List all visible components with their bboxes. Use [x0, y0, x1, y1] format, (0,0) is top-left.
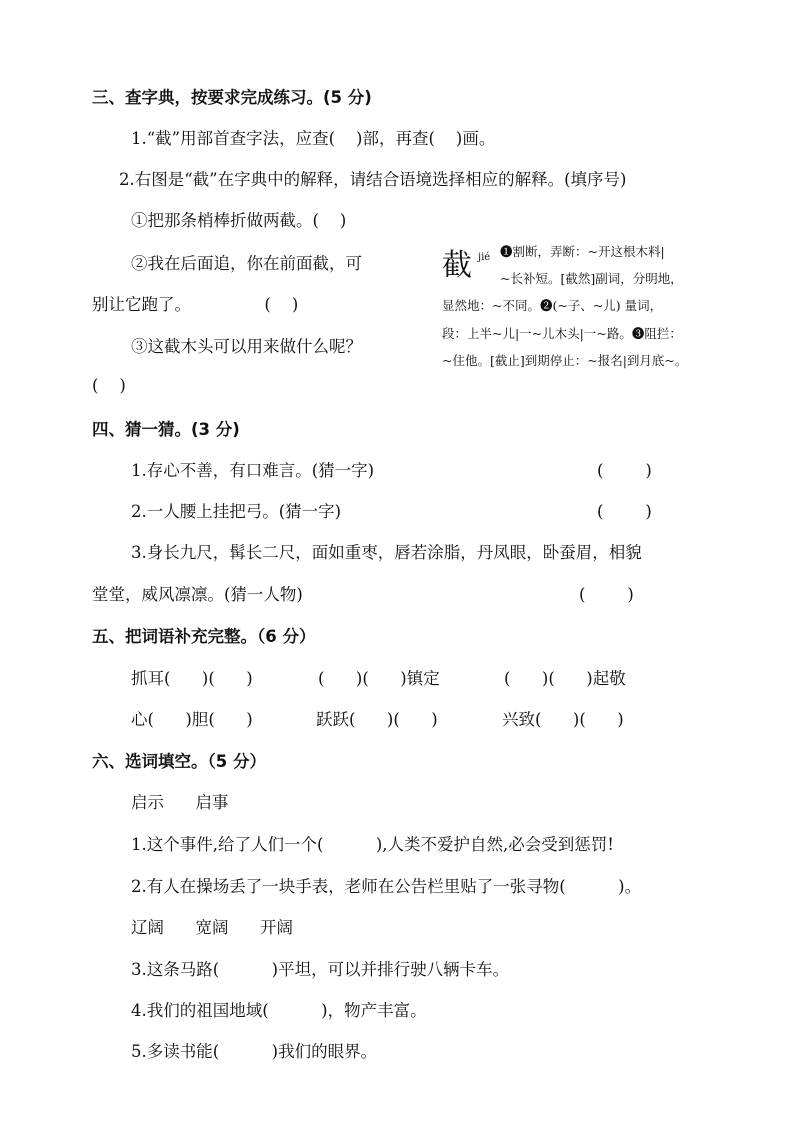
dict-line-3: 显然地：~不同。❷(~子、~儿) 量词， [442, 298, 663, 313]
s6-question-2: 2.有人在操场丢了一块手表，老师在公告栏里贴了一张寻物( )。 [131, 877, 642, 896]
s4-question-3a: 3.身长九尺，髯长二尺，面如重枣，唇若涂脂，丹凤眼，卧蚕眉，相貌 [131, 543, 642, 562]
s6-question-4: 4.我们的祖国地域( )，物产丰富。 [131, 1001, 427, 1020]
section-5-title: 五、把词语补充完整。（6 分） [92, 627, 316, 646]
s6-question-3: 3.这条马路( )平坦，可以并排行驶八辆卡车。 [131, 960, 510, 979]
s4-answer-1: ( ) [597, 461, 652, 480]
s6-word-choices-2: 辽阔 宽阔 开阔 [131, 918, 293, 937]
s3-item-2b: 别让它跑了。 ( ) [92, 295, 299, 314]
s4-question-1: 1.存心不善，有口难言。(猜一字) [131, 461, 375, 480]
dict-line-1: ❶割断，弄断：~开这根木料| [500, 244, 665, 259]
s4-answer-3: ( ) [579, 585, 634, 604]
dict-line-5: ~住他。[截止]到期停止：~报名|到月底~。 [442, 353, 688, 368]
s4-answer-2: ( ) [597, 502, 652, 521]
s3-item-2a: ②我在后面追，你在前面截，可 [131, 254, 362, 273]
s3-item-3a: ③这截木头可以用来做什么呢？ [131, 337, 362, 356]
section-4-title: 四、猜一猜。(3 分) [92, 420, 240, 439]
s5-phrase: ( )( )起敬 [504, 669, 626, 688]
section-3-title: 三、查字典，按要求完成练习。(5 分) [92, 88, 372, 107]
dict-headword: 截 [442, 248, 472, 283]
section-6-title: 六、选词填空。（5 分） [92, 752, 266, 771]
s4-question-2: 2.一人腰上挂把弓。(猜一字) [131, 502, 342, 521]
s3-item-1: ①把那条梢棒折做两截。( ) [131, 211, 347, 230]
s3-item-3b: ( ) [92, 376, 126, 395]
s5-phrase: 兴致( )( ) [502, 710, 624, 729]
s5-phrase: 抓耳( )( ) [131, 669, 253, 688]
dict-line-2: ~长补短。[截然]副词，分明地， [500, 271, 683, 286]
dict-pinyin: jié [478, 252, 491, 263]
s5-phrase: 心( )胆( ) [131, 710, 253, 729]
s4-question-3b: 堂堂，威风凛凛。(猜一人物) [92, 585, 303, 604]
s6-word-choices-1: 启示 启事 [131, 793, 229, 812]
s3-question-2: 2.右图是“截”在字典中的解释，请结合语境选择相应的解释。(填序号) [119, 170, 627, 189]
s6-question-1: 1.这个事件,给了人们一个( ),人类不爱护自然,必会受到惩罚! [131, 835, 614, 854]
s3-question-1: 1.“截”用部首查字法，应查( )部，再查( )画。 [131, 129, 496, 148]
s6-question-5: 5.多读书能( )我们的眼界。 [131, 1042, 378, 1061]
s5-phrase: ( )( )镇定 [318, 669, 440, 688]
dict-line-4: 段：上半~儿|一~儿木头|一~路。❸阻拦： [442, 326, 682, 341]
s5-phrase: 跃跃( )( ) [316, 710, 438, 729]
